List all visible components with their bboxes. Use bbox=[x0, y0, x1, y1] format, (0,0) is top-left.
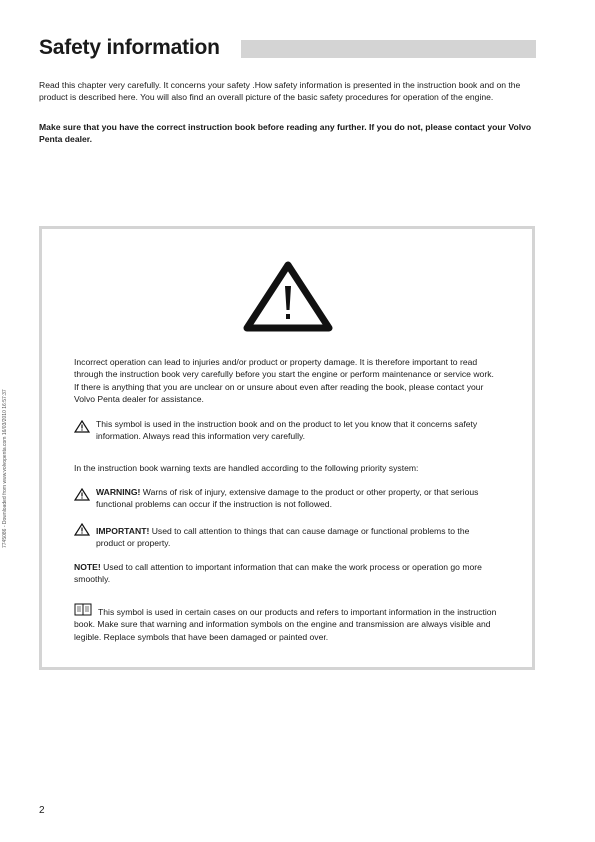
page-title: Safety information bbox=[39, 36, 220, 59]
warning-paragraph bbox=[96, 486, 496, 511]
note-paragraph bbox=[74, 561, 492, 586]
important-label: IMPORTANT! bbox=[96, 526, 150, 536]
side-note bbox=[2, 328, 12, 548]
warning-text: Warns of risk of injury, extensive damage to the product or other property, or that serious functional problems can occur if the instruction is not followed. bbox=[96, 487, 479, 510]
warning-triangle-icon bbox=[74, 488, 90, 501]
warning-label: WARNING! bbox=[96, 487, 141, 497]
note-label: NOTE! bbox=[74, 562, 101, 572]
title-bar bbox=[241, 40, 536, 58]
warning-triangle-icon bbox=[74, 523, 90, 536]
book-paragraph: This symbol is used in certain cases on our products and refers to important information in the instruction book. Make sure that warning and information symbols on the engine and transmission are always visible and legible. Replace symbols that have been damaged or painted over. bbox=[74, 607, 497, 642]
symbol-paragraph: This symbol is used in the instruction book and on the product to let you know that it concerns safety information. Always read this information very carefully. bbox=[96, 419, 478, 442]
note-text: Used to call attention to important information that can make the work process or operation go more smoothly. bbox=[74, 562, 482, 585]
box-paragraph-1: Incorrect operation can lead to injuries and/or product or property damage. It is therefore important to read through the instruction book very carefully before you start the engine or perform maintenance or service work. If there is anything that you are unclear on or unsure about even after reading the book, please contact your Volvo Penta dealer for assistance. bbox=[74, 357, 494, 405]
important-text: Used to call attention to things that can cause damage or functional problems to the product or property. bbox=[96, 526, 470, 549]
side-note-text: 7745086 - Downloaded from www.volvopenta.com 16/03/2010 16:57:37 bbox=[2, 389, 8, 548]
page-number: 2 bbox=[39, 805, 45, 816]
intro-paragraph: Read this chapter very carefully. It concerns your safety .How safety information is presented in the instruction book and on the product is described here. You will also find an overall picture of the basic safety procedures for operation of the engine. bbox=[39, 80, 521, 103]
intro-bold-paragraph: Make sure that you have the correct instruction book before reading any further. If you do not, please contact your Volvo Penta dealer. bbox=[39, 122, 532, 145]
warning-triangle-icon bbox=[74, 420, 90, 433]
warning-triangle-icon bbox=[241, 258, 335, 332]
priority-intro: In the instruction book warning texts are handled according to the following priority system: bbox=[74, 463, 419, 473]
important-paragraph bbox=[96, 525, 496, 550]
